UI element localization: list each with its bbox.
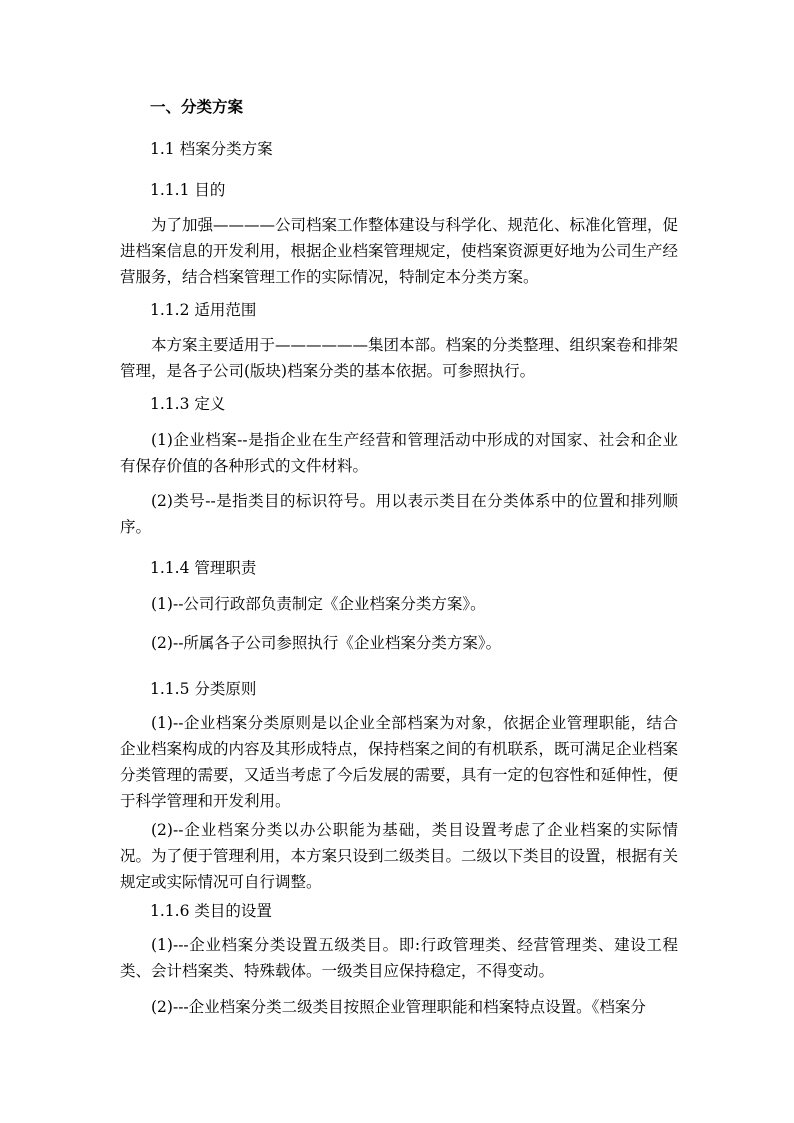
paragraph-definition-1: (1)企业档案--是指企业在生产经营和管理活动中形成的对国家、社会和企业有保存价值的各种形式的文件材料。 <box>120 431 678 475</box>
heading-1-1-5: 1.1.5 分类原则 <box>150 680 257 698</box>
heading-1-1-2: 1.1.2 适用范围 <box>150 301 257 319</box>
paragraph-scope: 本方案主要适用于——————集团本部。档案的分类整理、组织案卷和排架管理，是各子公司(版块)档案分类的基本依据。可参照执行。 <box>120 336 679 380</box>
heading-1-1-6: 1.1.6 类目的设置 <box>150 902 272 920</box>
paragraph-definition-2: (2)类号--是指类目的标识符号。用以表示类目在分类体系中的位置和排列顺序。 <box>120 492 678 536</box>
paragraph-principle-1: (1)--企业档案分类原则是以企业全部档案为对象，依据企业管理职能，结合企业档案构成的内容及其形成特点，保持档案之间的有机联系，既可满足企业档案分类管理的需要，又适当考虑了今后发展的需要，具有一定的包容性和延伸性，便于科学管理和开发利用。 <box>120 714 679 810</box>
heading-1-1-3: 1.1.3 定义 <box>150 395 226 413</box>
paragraph-purpose: 为了加强————公司档案工作整体建设与科学化、规范化、标准化管理，促进档案信息的开发利用，根据企业档案管理规定，使档案资源更好地为公司生产经营服务，结合档案管理工作的实际情况，特制定本分类方案。 <box>120 216 679 286</box>
section-heading: 一、分类方案 <box>150 97 244 116</box>
paragraph-category-1: (1)---企业档案分类设置五级类目。即:行政管理类、经营管理类、建设工程类、会计档案类、特殊载体。一级类目应保持稳定，不得变动。 <box>120 936 678 980</box>
heading-1-1-4: 1.1.4 管理职责 <box>150 559 257 577</box>
paragraph-principle-2: (2)--企业档案分类以办公职能为基础，类目设置考虑了企业档案的实际情况。为了便于管理利用，本方案只设到二级类目。二级以下类目的设置，根据有关规定或实际情况可自行调整。 <box>120 821 679 891</box>
heading-1-1: 1.1 档案分类方案 <box>150 140 273 158</box>
paragraph-duty-2: (2)--所属各子公司参照执行《企业档案分类方案》。 <box>151 634 502 652</box>
paragraph-duty-1: (1)--公司行政部负责制定《企业档案分类方案》。 <box>151 595 486 613</box>
heading-1-1-1: 1.1.1 目的 <box>150 181 226 199</box>
paragraph-category-2: (2)---企业档案分类二级类目按照企业管理职能和档案特点设置。《档案分 <box>151 998 646 1016</box>
